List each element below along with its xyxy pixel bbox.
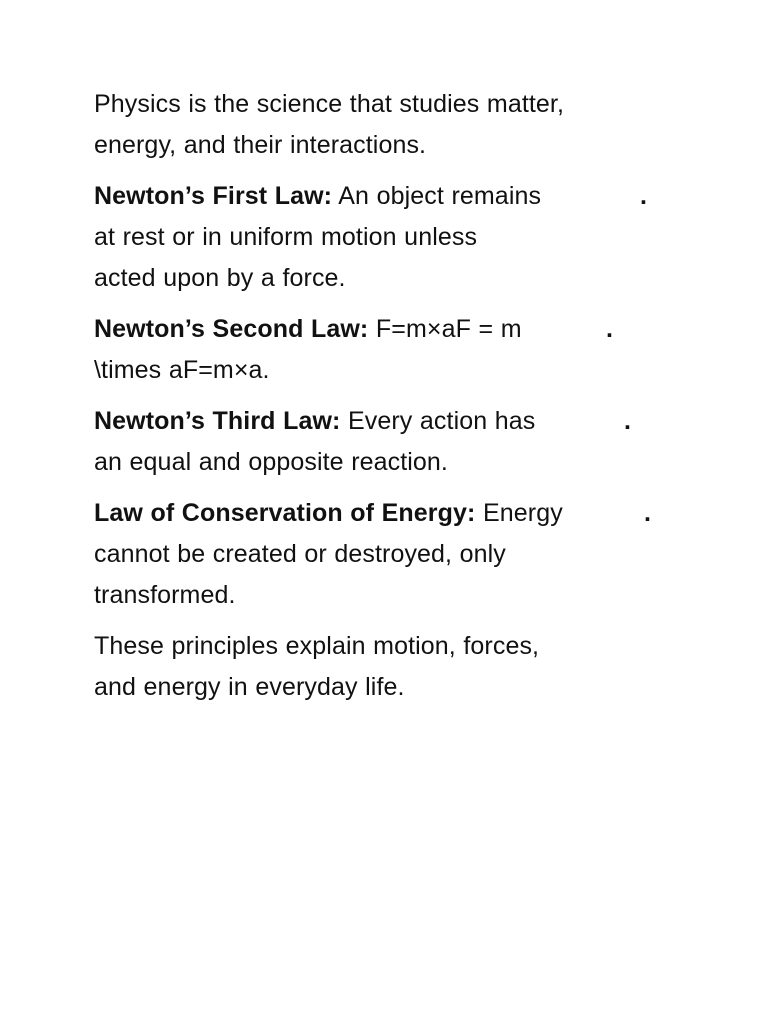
law-conservation-line-1	[94, 493, 654, 534]
closing-line-1: These principles explain motion, forces,	[94, 632, 540, 660]
law-second-line-2: \times aF=m×a.	[94, 356, 270, 384]
law-second-text-1: F=m×aF = m	[368, 315, 522, 343]
law-first-term: Newton’s First Law:	[94, 182, 333, 210]
intro-paragraph	[94, 84, 658, 166]
law-first	[94, 176, 648, 299]
law-second-line-1	[94, 309, 594, 350]
law-third-bullet: .	[624, 407, 632, 435]
law-first-text-1: An object remains	[332, 182, 542, 210]
law-first-line-3: acted upon by a force.	[94, 264, 346, 292]
law-first-line-1	[94, 176, 634, 217]
law-first-bullet: .	[640, 182, 648, 210]
law-second-bullet: .	[606, 315, 614, 343]
intro-line-2: energy, and their interactions.	[94, 131, 427, 159]
closing-line-2: and energy in everyday life.	[94, 673, 405, 701]
law-first-line-2: at rest or in uniform motion unless	[94, 223, 478, 251]
law-third-line-1	[94, 401, 624, 442]
law-conservation-line-3: transformed.	[94, 581, 236, 609]
law-second-term: Newton’s Second Law:	[94, 315, 369, 343]
closing-paragraph	[94, 626, 658, 708]
law-conservation-line-2: cannot be created or destroyed, only	[94, 540, 506, 568]
law-conservation-term: Law of Conservation of Energy:	[94, 499, 476, 527]
intro-line-1: Physics is the science that studies matter,	[94, 90, 565, 118]
law-conservation-text-1: Energy	[475, 499, 563, 527]
law-conservation-bullet: .	[644, 499, 652, 527]
law-third-line-2: an equal and opposite reaction.	[94, 448, 448, 476]
law-second	[94, 309, 614, 391]
law-third-term: Newton’s Third Law:	[94, 407, 341, 435]
law-third	[94, 401, 632, 483]
law-conservation-energy	[94, 493, 654, 616]
law-third-text-1: Every action has	[340, 407, 536, 435]
